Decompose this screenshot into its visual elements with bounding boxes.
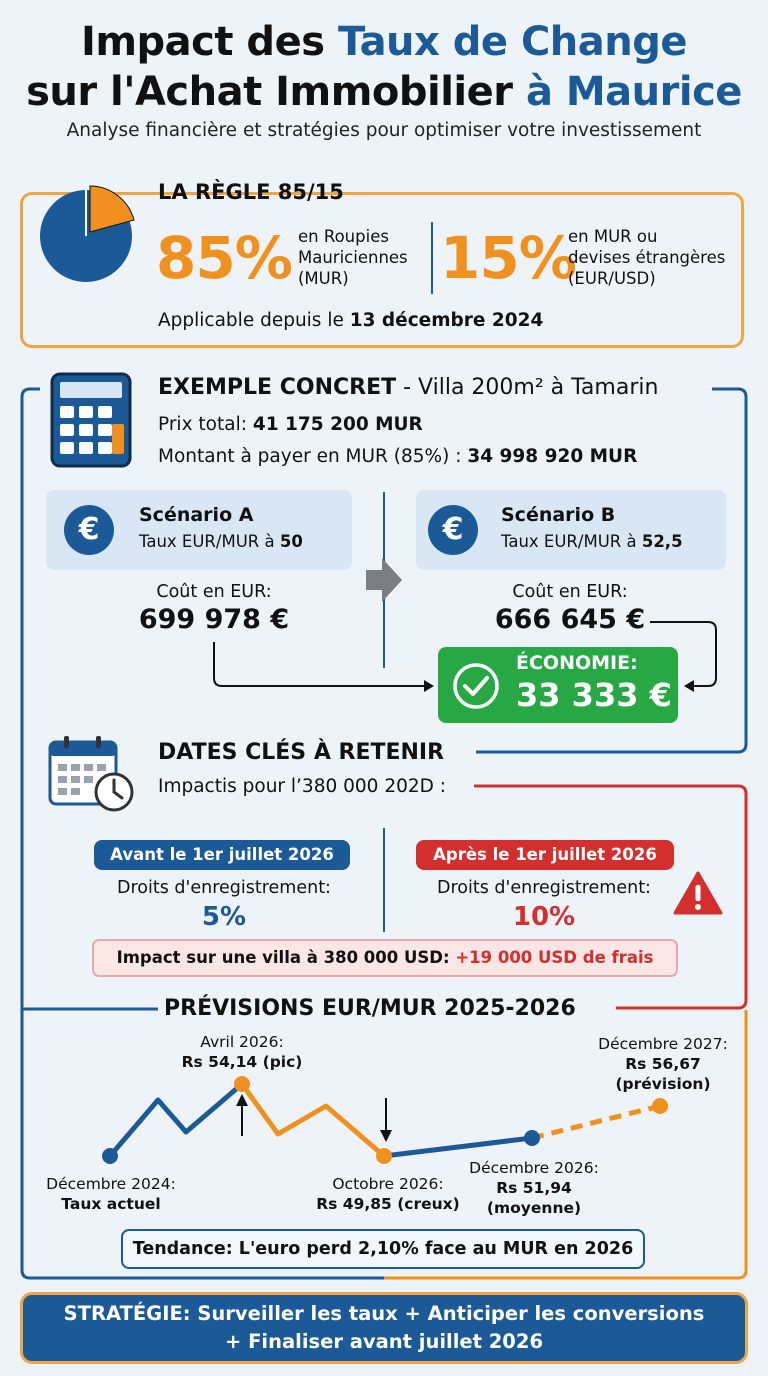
annotation-dec-2026: Décembre 2026: Rs 51,94 (moyenne) xyxy=(469,1159,599,1217)
rule-pct-mur: 85% xyxy=(156,224,292,292)
scenario-a-cost-label: Coût en EUR: xyxy=(156,582,272,602)
annotation-oct-2026: Octobre 2026: Rs 49,85 (creux) xyxy=(316,1175,460,1213)
example-heading: EXEMPLE CONCRET - Villa 200m² à Tamarin xyxy=(158,375,659,400)
check-circle-icon xyxy=(452,662,500,710)
rule-applicable-date: Applicable depuis le 13 décembre 2024 xyxy=(158,310,544,331)
after-duty-rate: 10% xyxy=(512,902,576,932)
dates-heading: DATES CLÉS À RETENIR xyxy=(158,740,445,765)
line-apr2026-oct2026 xyxy=(242,1084,384,1156)
dates-subheading: Impactis pour l’380 000 202D : xyxy=(158,776,446,797)
line-oct2026-dec2026 xyxy=(384,1138,532,1156)
before-july-badge: Avant le 1er juillet 2026 xyxy=(94,840,350,870)
scenario-b-cost: 666 645 € xyxy=(494,604,646,635)
pie-chart-icon xyxy=(38,180,142,284)
impact-banner: Impact sur une villa à 380 000 USD: +19 000 USD de frais xyxy=(92,939,678,977)
forecast-heading: PRÉVISIONS EUR/MUR 2025-2026 xyxy=(158,996,582,1021)
rule-heading: LA RÈGLE 85/15 xyxy=(158,180,344,204)
strategy-banner xyxy=(20,1292,748,1364)
point-dec2024 xyxy=(102,1148,118,1164)
rule-pct-foreign: 15% xyxy=(440,224,576,292)
scenario-b-rate: Taux EUR/MUR à 52,5 xyxy=(501,532,683,551)
annotation-april-2026: Avril 2026: Rs 54,14 (pic) xyxy=(181,1033,303,1071)
strategy-line-2: + Finaliser avant juillet 2026 xyxy=(224,1330,544,1353)
scenario-a-title: Scénario A xyxy=(139,504,254,526)
calculator-icon xyxy=(50,372,132,468)
point-dec2026 xyxy=(524,1130,540,1146)
point-apr2026 xyxy=(234,1076,250,1092)
page-title-line1: Impact des Taux de Change xyxy=(80,19,688,65)
scenario-b-title: Scénario B xyxy=(501,504,616,526)
after-july-badge: Après le 1er juillet 2026 xyxy=(416,840,674,870)
line-dec2026-dec2027 xyxy=(532,1106,660,1138)
point-dec2027 xyxy=(652,1098,668,1114)
page-subtitle: Analyse financière et stratégies pour optimiser votre investissement xyxy=(66,120,702,141)
before-duty-rate: 5% xyxy=(201,902,247,932)
euro-icon: € xyxy=(428,505,478,555)
warning-icon xyxy=(672,870,724,916)
arrow-down-icon xyxy=(380,1130,392,1142)
example-total-price: Prix total: 41 175 200 MUR xyxy=(158,414,423,435)
calendar-clock-icon xyxy=(46,734,136,814)
arrow-right-icon xyxy=(366,558,402,602)
euro-icon: € xyxy=(64,505,114,555)
strategy-line-1: STRATÉGIE: Surveiller les taux + Anticiper les conversions xyxy=(63,1302,705,1325)
after-duty-label: Droits d'enregistrement: xyxy=(437,878,651,898)
trend-banner: Tendance: L'euro perd 2,10% face au MUR en 2026 xyxy=(121,1229,645,1269)
line-dec2024-apr2026 xyxy=(110,1084,242,1156)
before-duty-label: Droits d'enregistrement: xyxy=(117,878,331,898)
point-oct2026 xyxy=(376,1148,392,1164)
page-title-line2: sur l'Achat Immobilier à Maurice xyxy=(26,69,742,115)
annotation-dec-2027: Décembre 2027: Rs 56,67 (prévision) xyxy=(598,1035,728,1093)
savings-label: ÉCONOMIE: xyxy=(516,652,638,674)
arrow-up-icon xyxy=(236,1094,248,1106)
scenario-a-cost: 699 978 € xyxy=(138,604,290,635)
scenario-a-rate: Taux EUR/MUR à 50 xyxy=(139,532,303,551)
savings-value: 33 333 € xyxy=(516,676,672,714)
scenario-b-cost-label: Coût en EUR: xyxy=(512,582,628,602)
annotation-dec-2024: Décembre 2024: Taux actuel xyxy=(46,1175,176,1213)
rule-mur-desc: en Roupies Mauriciennes (MUR) xyxy=(298,227,408,288)
rule-foreign-desc: en MUR ou devises étrangères (EUR/USD) xyxy=(568,227,726,288)
example-mur-amount: Montant à payer en MUR (85%) : 34 998 920 MUR xyxy=(158,446,638,467)
